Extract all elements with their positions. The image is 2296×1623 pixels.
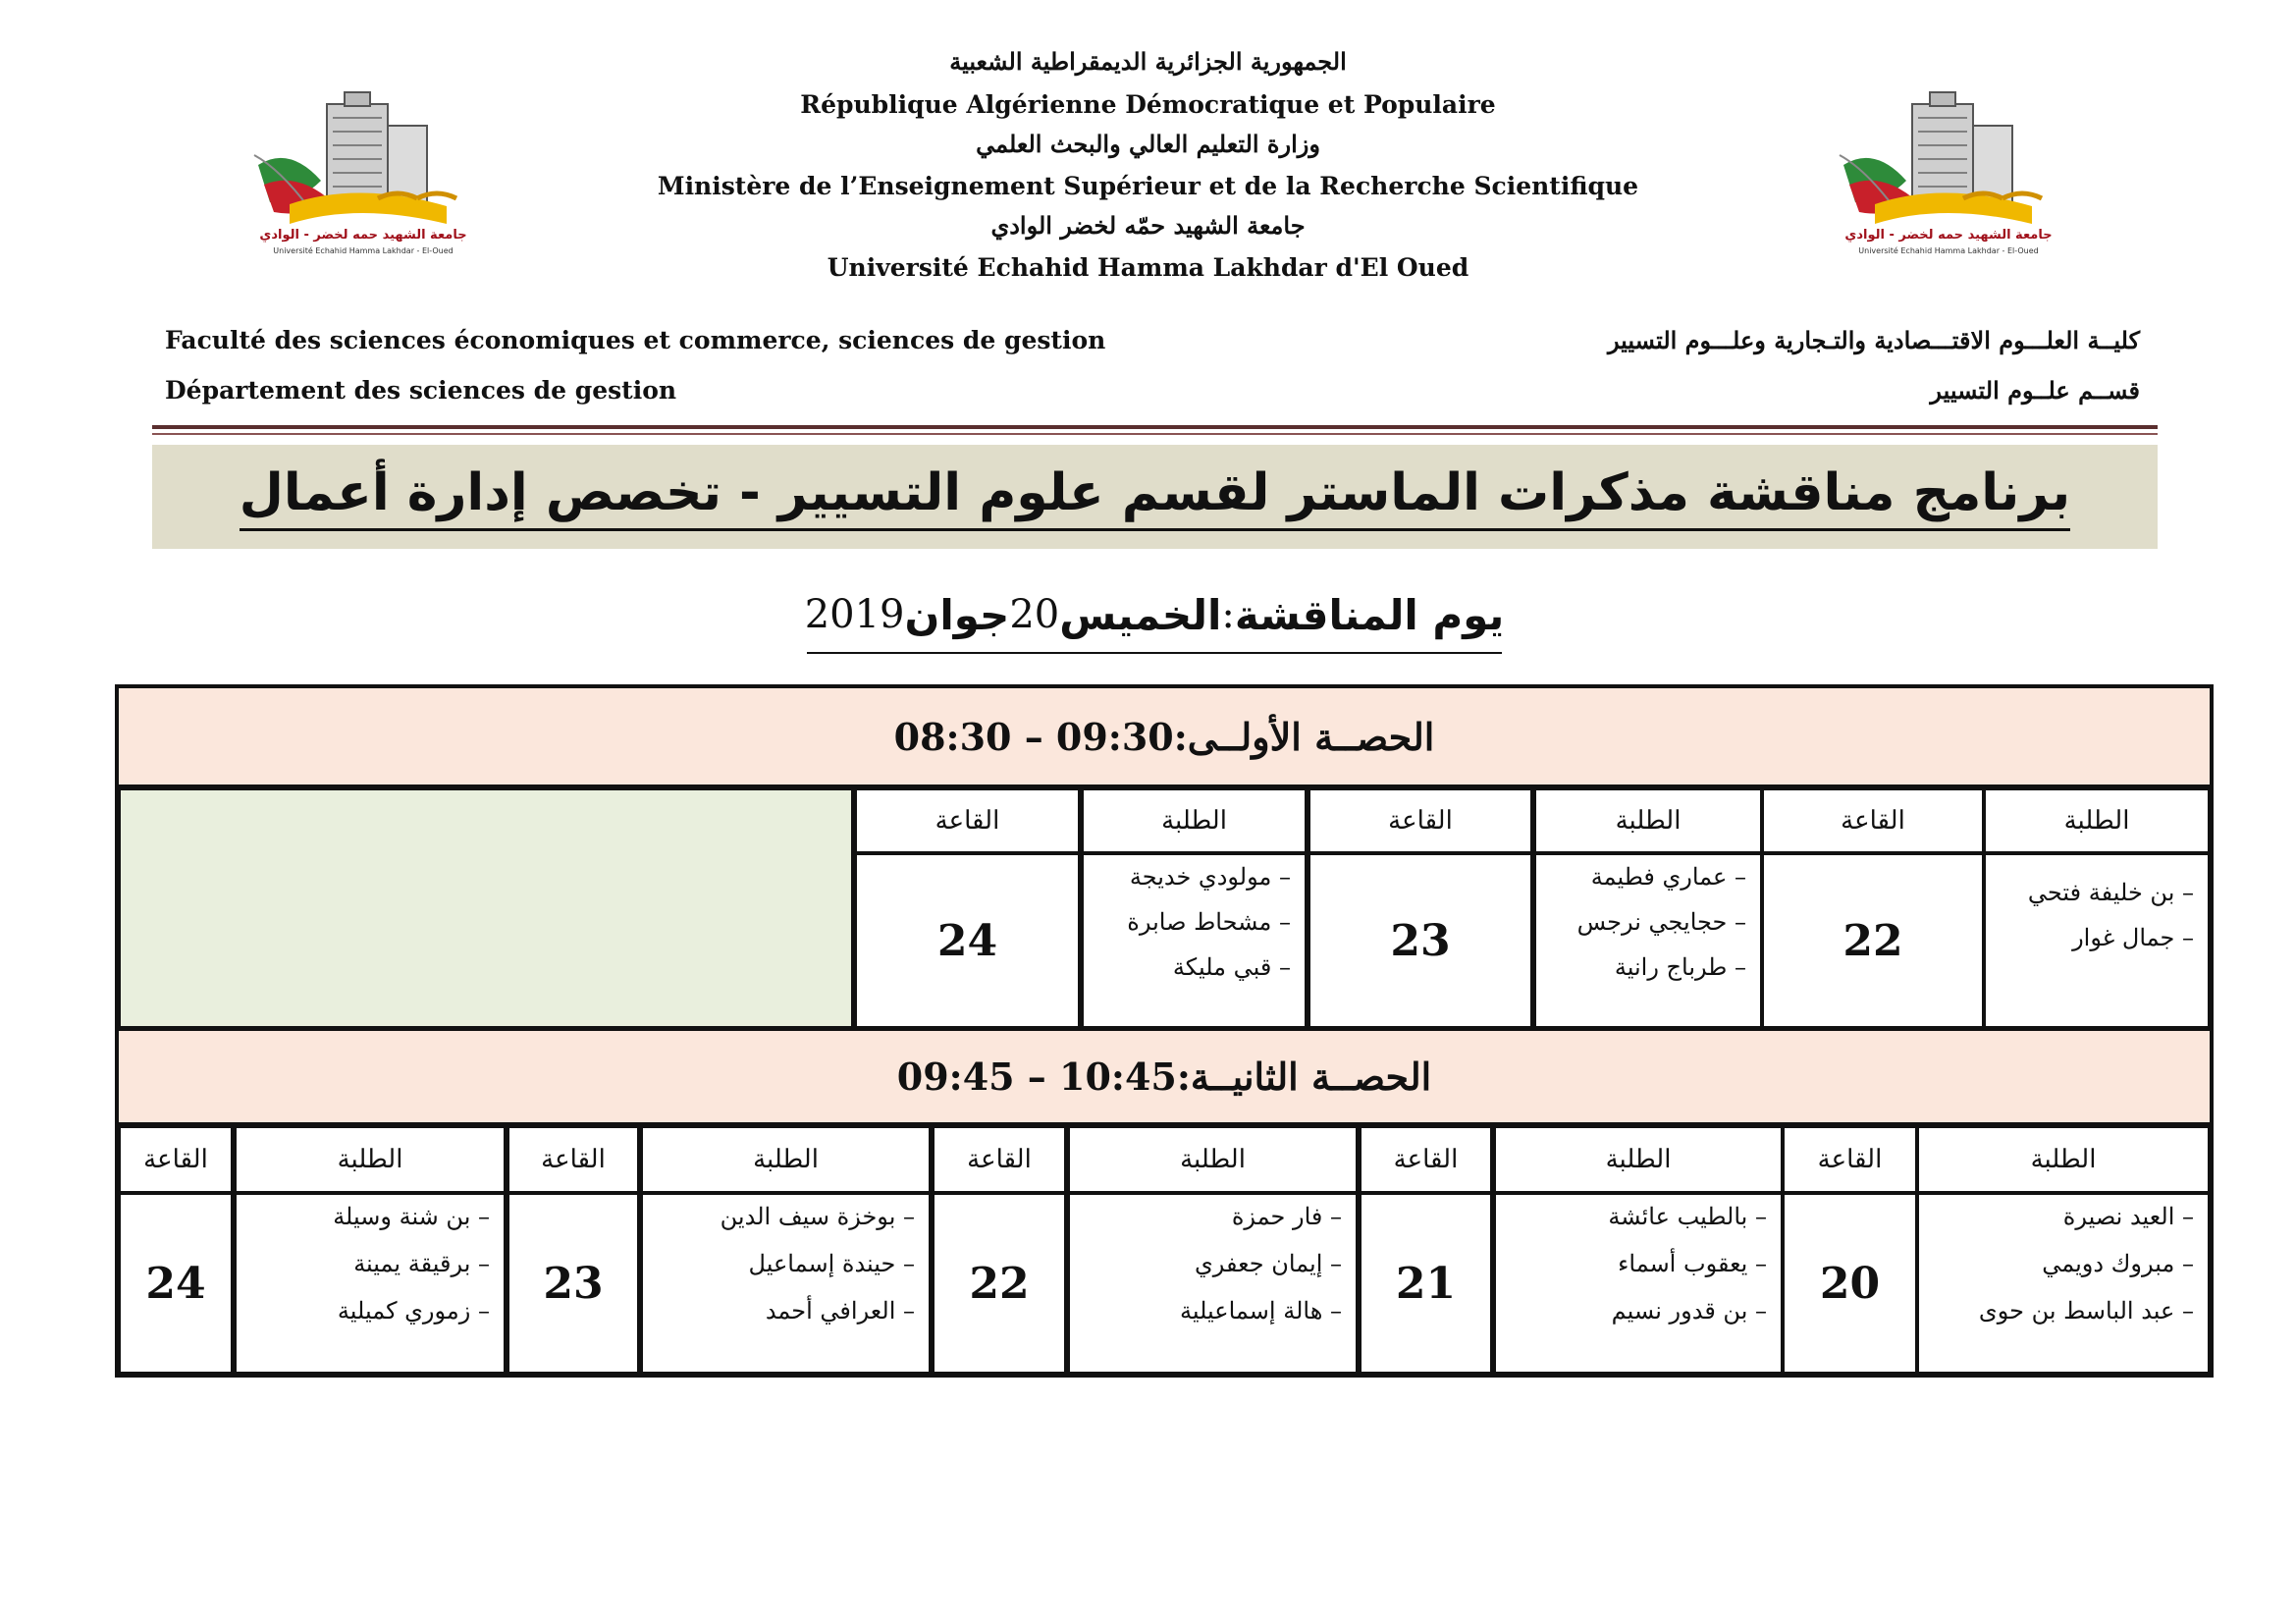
day-line: [804, 577, 1505, 654]
student-name: – عماري فطيمة: [1590, 863, 1746, 891]
page-title: برنامج مناقشة مذكرات الماستر لقسم علوم التسيير - تخصص إدارة أعمال: [240, 462, 2070, 530]
room-number: 24: [119, 1193, 233, 1374]
header-rule-thin: [152, 433, 2158, 435]
col-room-header: القاعة: [931, 1126, 1066, 1193]
col-students-header: الطلبة: [1066, 1126, 1358, 1193]
title-banner: [152, 445, 2158, 549]
svg-text:جامعة الشهيد حمه لخضر - الوادي: جامعة الشهيد حمه لخضر - الوادي: [259, 228, 467, 243]
col-students-header: الطلبة: [639, 1126, 931, 1193]
student-name: – فار حمزة: [1231, 1203, 1342, 1230]
student-name: – طرباج رانية: [1614, 953, 1746, 981]
col-room-header: القاعة: [1307, 788, 1532, 853]
student-name: – عبد الباسط بن حوى: [1978, 1297, 2194, 1325]
col-room-header: القاعة: [1783, 1126, 1917, 1193]
student-name: – إيمان جعفري: [1195, 1250, 1342, 1277]
session-1-label: الحصــة الأولــى:: [1173, 714, 1435, 759]
republic-ar: الجمهورية الجزائرية الديمقراطية الشعبية: [949, 47, 1347, 76]
student-name: – مبروك دويمي: [2042, 1250, 2194, 1277]
student-name: – حجايجي نرجس: [1576, 908, 1746, 936]
university-ar: جامعة الشهيد حمّه لخضر الوادي: [990, 211, 1306, 240]
room-number: 23: [1307, 853, 1532, 1028]
student-list: [1492, 1193, 1783, 1374]
student-list: [1066, 1193, 1358, 1374]
student-name: – هالة إسماعيلية: [1180, 1297, 1342, 1325]
room-number: 24: [853, 853, 1080, 1028]
col-students-header: الطلبة: [1984, 788, 2210, 853]
student-name: – زموري كميلية: [337, 1297, 490, 1325]
session-1-header: [119, 688, 2210, 788]
faculty-fr: Faculté des sciences économiques et commerce, sciences de gestion: [165, 326, 1106, 354]
day-label: يوم المناقشة: [1234, 590, 1505, 639]
student-list: [639, 1193, 931, 1374]
student-name: – يعقوب أسماء: [1618, 1250, 1767, 1277]
student-name: – برقيقة يمينة: [353, 1250, 490, 1277]
day-weekday: الخميس: [1059, 590, 1222, 639]
day-year: 2019: [804, 592, 905, 637]
day-colon: :: [1221, 592, 1235, 637]
department-ar: قســم علــوم التسيير: [1930, 376, 2140, 405]
col-students-header: الطلبة: [233, 1126, 506, 1193]
student-name: – العيد نصيرة: [2062, 1203, 2194, 1230]
room-number: 22: [931, 1193, 1066, 1374]
university-fr: Université Echahid Hamma Lakhdar d'El Oued: [827, 253, 1469, 282]
svg-text:Université Echahid Hamma Lakhd: Université Echahid Hamma Lakhdar - El-Oued: [273, 246, 454, 255]
col-students-header: الطلبة: [1492, 1126, 1783, 1193]
col-room-header: القاعة: [506, 1126, 639, 1193]
col-room-header: القاعة: [1762, 788, 1984, 853]
republic-fr: République Algérienne Démocratique et Populaire: [800, 90, 1496, 119]
student-name: – بالطيب عائشة: [1608, 1203, 1767, 1230]
university-logo-left: [250, 86, 476, 258]
university-logo-right-icon: [1836, 86, 2061, 258]
ministry-fr: Ministère de l’Enseignement Supérieur et de la Recherche Scientifique: [657, 172, 1639, 200]
student-list: [1080, 853, 1307, 1028]
session-2-time: 09:45 – 10:45: [896, 1055, 1177, 1099]
department-fr: Département des sciences de gestion: [165, 376, 677, 405]
student-name: – قبي مليكة: [1172, 953, 1291, 981]
student-list: [1917, 1193, 2210, 1374]
day-month: جوان: [904, 590, 1010, 639]
svg-text:Université Echahid Hamma Lakhd: Université Echahid Hamma Lakhdar - El-Oued: [1858, 246, 2039, 255]
student-name: – بن شنة وسيلة: [333, 1203, 490, 1230]
student-name: – مولودي خديجة: [1129, 863, 1291, 891]
ministry-ar: وزارة التعليم العالي والبحث العلمي: [976, 130, 1320, 158]
room-number: 21: [1358, 1193, 1492, 1374]
room-number: 23: [506, 1193, 639, 1374]
student-name: – جمال غوار: [2072, 924, 2194, 951]
student-name: – بوخزة سيف الدين: [720, 1203, 915, 1230]
col-students-header: الطلبة: [1080, 788, 1307, 853]
student-name: – مشحاط صابرة: [1127, 908, 1291, 936]
student-list: [1984, 853, 2210, 1028]
student-list: [233, 1193, 506, 1374]
room-number: 20: [1783, 1193, 1917, 1374]
student-list: [1532, 853, 1762, 1028]
session-2-header: [119, 1028, 2210, 1126]
student-name: – حيندة إسماعيل: [748, 1250, 915, 1277]
col-room-header: القاعة: [853, 788, 1080, 853]
faculty-ar: كليــة العلـــوم الاقتـــصادية والتـجارية وعلـــوم التسيير: [1607, 326, 2140, 354]
svg-text:جامعة الشهيد حمه لخضر - الوادي: جامعة الشهيد حمه لخضر - الوادي: [1844, 228, 2053, 243]
col-room-header: القاعة: [1358, 1126, 1492, 1193]
day-number: 20: [1009, 592, 1060, 637]
col-students-header: الطلبة: [1917, 1126, 2210, 1193]
session-2-label: الحصــة الثانيــة:: [1176, 1055, 1432, 1099]
empty-cell: [119, 788, 853, 1028]
col-students-header: الطلبة: [1532, 788, 1762, 853]
university-logo-left-icon: [250, 86, 476, 258]
university-logo-right: [1836, 86, 2061, 258]
header-rule: [152, 425, 2158, 429]
student-name: – بن خليفة فتحي: [2027, 879, 2194, 906]
student-name: – بن قدور نسيم: [1611, 1297, 1767, 1325]
room-number: 22: [1762, 853, 1984, 1028]
col-room-header: القاعة: [119, 1126, 233, 1193]
session-1-time: 08:30 – 09:30: [893, 714, 1174, 759]
student-name: – العرافي أحمد: [765, 1297, 915, 1325]
